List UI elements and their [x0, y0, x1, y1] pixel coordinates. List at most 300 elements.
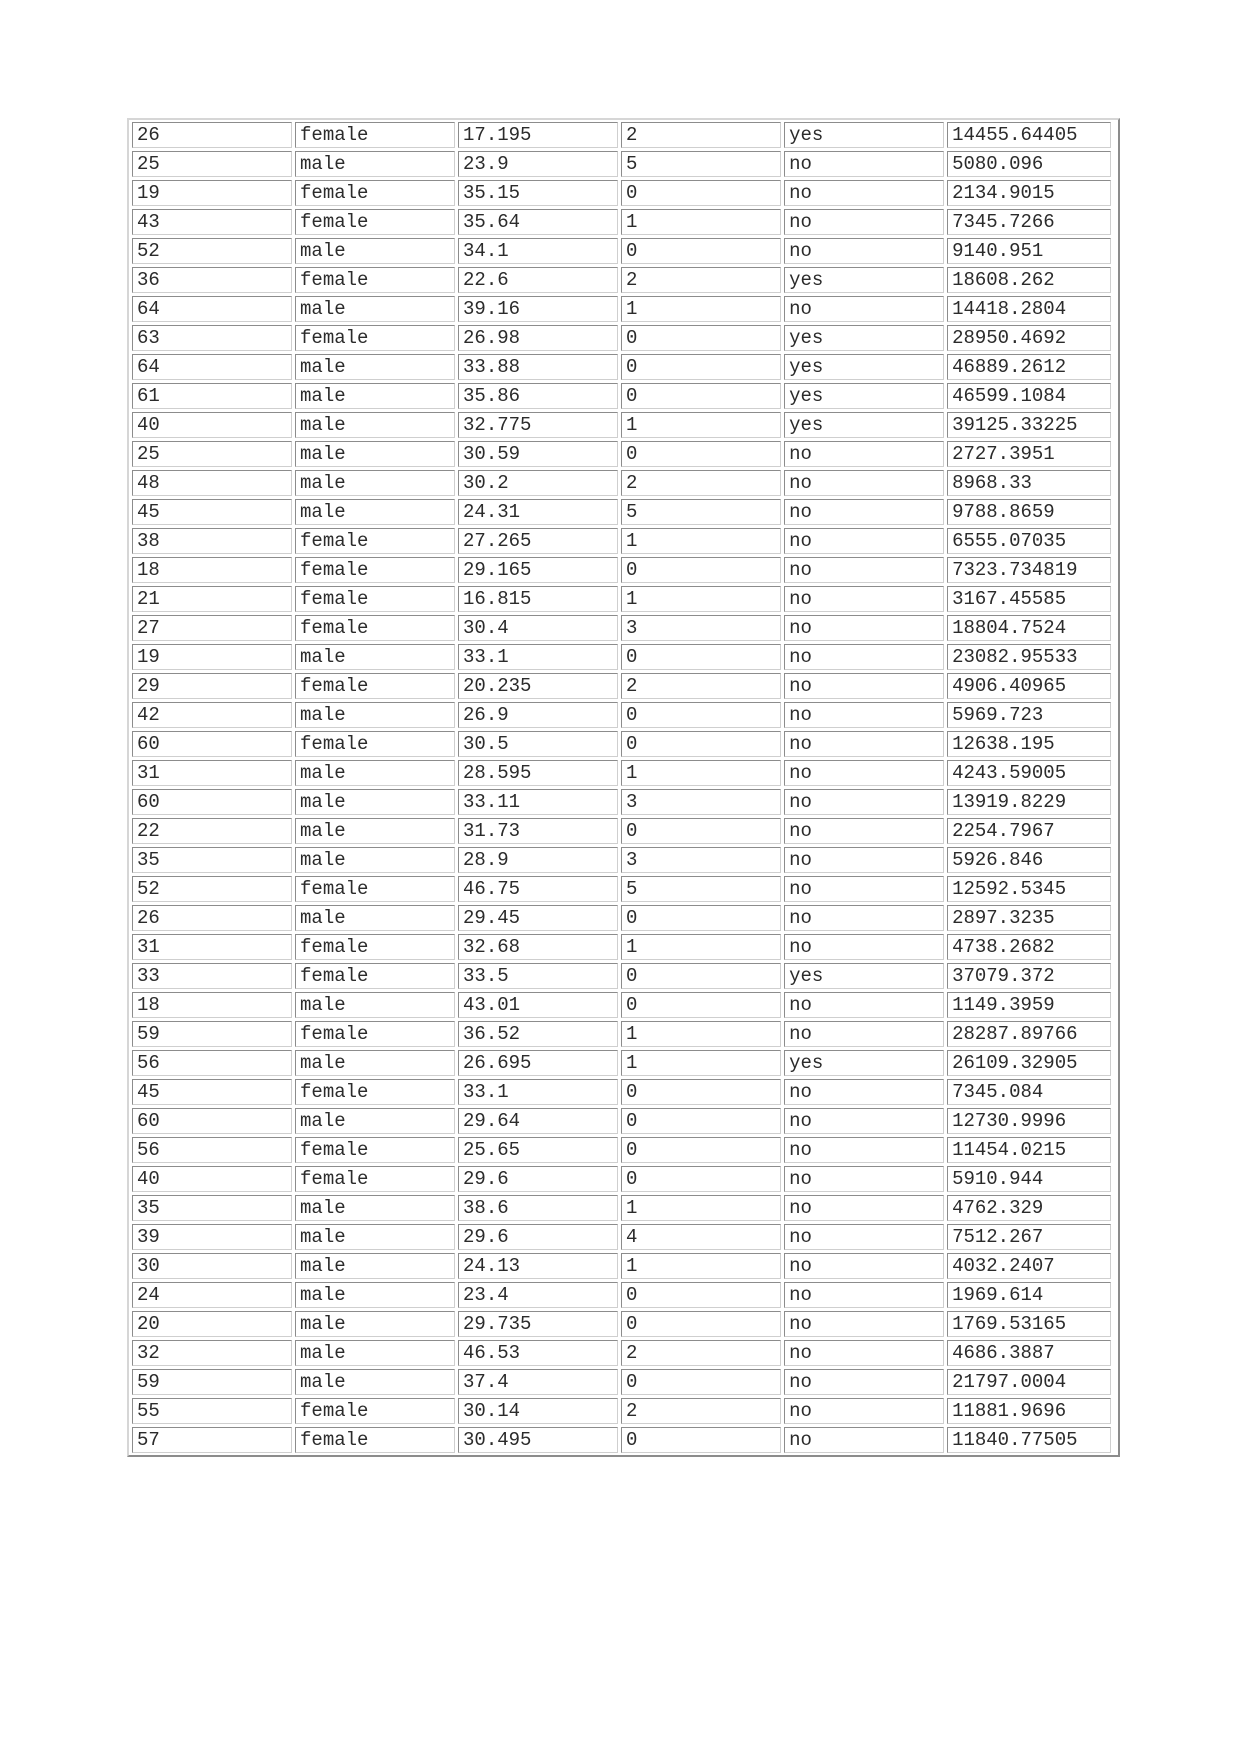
smoker-cell: no — [784, 934, 944, 960]
charges-cell: 5080.096 — [947, 151, 1111, 177]
table-row — [132, 1050, 1111, 1076]
sex-cell: male — [295, 1282, 455, 1308]
bmi-cell: 30.14 — [458, 1398, 618, 1424]
table-row — [132, 1369, 1111, 1395]
charges-cell: 5926.846 — [947, 847, 1111, 873]
table-row — [132, 731, 1111, 757]
sex-cell: female — [295, 876, 455, 902]
charges-cell: 6555.07035 — [947, 528, 1111, 554]
bmi-cell: 16.815 — [458, 586, 618, 612]
age-cell: 18 — [132, 557, 292, 583]
age-cell: 40 — [132, 412, 292, 438]
sex-cell: male — [295, 1369, 455, 1395]
charges-cell: 12638.195 — [947, 731, 1111, 757]
age-cell: 64 — [132, 296, 292, 322]
age-cell: 57 — [132, 1427, 292, 1453]
children-cell: 0 — [621, 1079, 781, 1105]
children-cell: 1 — [621, 209, 781, 235]
table-row — [132, 1340, 1111, 1366]
smoker-cell: yes — [784, 383, 944, 409]
table-row — [132, 1137, 1111, 1163]
age-cell: 52 — [132, 876, 292, 902]
smoker-cell: no — [784, 789, 944, 815]
smoker-cell: no — [784, 209, 944, 235]
table-row — [132, 296, 1111, 322]
children-cell: 5 — [621, 151, 781, 177]
sex-cell: female — [295, 209, 455, 235]
sex-cell: male — [295, 847, 455, 873]
age-cell: 45 — [132, 499, 292, 525]
sex-cell: male — [295, 441, 455, 467]
smoker-cell: yes — [784, 122, 944, 148]
age-cell: 31 — [132, 934, 292, 960]
age-cell: 25 — [132, 441, 292, 467]
charges-cell: 46889.2612 — [947, 354, 1111, 380]
age-cell: 39 — [132, 1224, 292, 1250]
table-row — [132, 1311, 1111, 1337]
smoker-cell: no — [784, 731, 944, 757]
children-cell: 0 — [621, 383, 781, 409]
charges-cell: 12592.5345 — [947, 876, 1111, 902]
sex-cell: female — [295, 586, 455, 612]
age-cell: 42 — [132, 702, 292, 728]
bmi-cell: 46.53 — [458, 1340, 618, 1366]
bmi-cell: 23.9 — [458, 151, 618, 177]
age-cell: 56 — [132, 1050, 292, 1076]
children-cell: 1 — [621, 412, 781, 438]
charges-cell: 7323.734819 — [947, 557, 1111, 583]
charges-cell: 7512.267 — [947, 1224, 1111, 1250]
bmi-cell: 29.6 — [458, 1166, 618, 1192]
age-cell: 45 — [132, 1079, 292, 1105]
children-cell: 0 — [621, 992, 781, 1018]
charges-cell: 39125.33225 — [947, 412, 1111, 438]
sex-cell: male — [295, 499, 455, 525]
smoker-cell: no — [784, 1166, 944, 1192]
sex-cell: female — [295, 557, 455, 583]
smoker-cell: no — [784, 151, 944, 177]
age-cell: 56 — [132, 1137, 292, 1163]
children-cell: 4 — [621, 1224, 781, 1250]
bmi-cell: 20.235 — [458, 673, 618, 699]
charges-cell: 5910.944 — [947, 1166, 1111, 1192]
table-row — [132, 905, 1111, 931]
bmi-cell: 30.4 — [458, 615, 618, 641]
table-row — [132, 673, 1111, 699]
charges-cell: 3167.45585 — [947, 586, 1111, 612]
smoker-cell: no — [784, 1021, 944, 1047]
children-cell: 0 — [621, 557, 781, 583]
table-row — [132, 644, 1111, 670]
age-cell: 35 — [132, 1195, 292, 1221]
children-cell: 1 — [621, 1021, 781, 1047]
smoker-cell: no — [784, 238, 944, 264]
sex-cell: female — [295, 1137, 455, 1163]
children-cell: 1 — [621, 528, 781, 554]
age-cell: 60 — [132, 731, 292, 757]
bmi-cell: 35.15 — [458, 180, 618, 206]
bmi-cell: 25.65 — [458, 1137, 618, 1163]
children-cell: 1 — [621, 1253, 781, 1279]
children-cell: 0 — [621, 1311, 781, 1337]
sex-cell: male — [295, 354, 455, 380]
sex-cell: female — [295, 1427, 455, 1453]
sex-cell: male — [295, 1311, 455, 1337]
children-cell: 0 — [621, 644, 781, 670]
sex-cell: female — [295, 267, 455, 293]
bmi-cell: 33.5 — [458, 963, 618, 989]
charges-cell: 4686.3887 — [947, 1340, 1111, 1366]
age-cell: 26 — [132, 122, 292, 148]
age-cell: 64 — [132, 354, 292, 380]
charges-cell: 11840.77505 — [947, 1427, 1111, 1453]
smoker-cell: no — [784, 702, 944, 728]
age-cell: 33 — [132, 963, 292, 989]
children-cell: 0 — [621, 1427, 781, 1453]
charges-cell: 23082.95533 — [947, 644, 1111, 670]
table-body — [132, 122, 1111, 1453]
smoker-cell: no — [784, 1137, 944, 1163]
bmi-cell: 30.59 — [458, 441, 618, 467]
data-table-frame — [127, 118, 1120, 1457]
bmi-cell: 28.9 — [458, 847, 618, 873]
children-cell: 0 — [621, 1282, 781, 1308]
charges-cell: 11454.0215 — [947, 1137, 1111, 1163]
sex-cell: male — [295, 905, 455, 931]
bmi-cell: 43.01 — [458, 992, 618, 1018]
children-cell: 1 — [621, 760, 781, 786]
smoker-cell: no — [784, 1108, 944, 1134]
charges-cell: 9140.951 — [947, 238, 1111, 264]
sex-cell: male — [295, 1050, 455, 1076]
charges-cell: 5969.723 — [947, 702, 1111, 728]
sex-cell: male — [295, 238, 455, 264]
charges-cell: 46599.1084 — [947, 383, 1111, 409]
age-cell: 25 — [132, 151, 292, 177]
bmi-cell: 28.595 — [458, 760, 618, 786]
children-cell: 1 — [621, 934, 781, 960]
charges-cell: 12730.9996 — [947, 1108, 1111, 1134]
charges-cell: 7345.7266 — [947, 209, 1111, 235]
sex-cell: male — [295, 1108, 455, 1134]
charges-cell: 14418.2804 — [947, 296, 1111, 322]
table-row — [132, 470, 1111, 496]
table-row — [132, 412, 1111, 438]
table-row — [132, 760, 1111, 786]
bmi-cell: 36.52 — [458, 1021, 618, 1047]
table-row — [132, 992, 1111, 1018]
age-cell: 52 — [132, 238, 292, 264]
table-row — [132, 267, 1111, 293]
sex-cell: female — [295, 615, 455, 641]
age-cell: 43 — [132, 209, 292, 235]
bmi-cell: 23.4 — [458, 1282, 618, 1308]
children-cell: 1 — [621, 1195, 781, 1221]
charges-cell: 2727.3951 — [947, 441, 1111, 467]
smoker-cell: no — [784, 905, 944, 931]
age-cell: 31 — [132, 760, 292, 786]
bmi-cell: 22.6 — [458, 267, 618, 293]
sex-cell: male — [295, 702, 455, 728]
table-row — [132, 1282, 1111, 1308]
smoker-cell: yes — [784, 325, 944, 351]
bmi-cell: 38.6 — [458, 1195, 618, 1221]
charges-cell: 2134.9015 — [947, 180, 1111, 206]
age-cell: 32 — [132, 1340, 292, 1366]
smoker-cell: no — [784, 586, 944, 612]
children-cell: 1 — [621, 296, 781, 322]
table-row — [132, 209, 1111, 235]
children-cell: 0 — [621, 441, 781, 467]
sex-cell: male — [295, 760, 455, 786]
charges-cell: 1969.614 — [947, 1282, 1111, 1308]
table-row — [132, 847, 1111, 873]
table-row — [132, 180, 1111, 206]
smoker-cell: no — [784, 615, 944, 641]
age-cell: 24 — [132, 1282, 292, 1308]
charges-cell: 9788.8659 — [947, 499, 1111, 525]
smoker-cell: no — [784, 876, 944, 902]
bmi-cell: 33.88 — [458, 354, 618, 380]
smoker-cell: no — [784, 847, 944, 873]
charges-cell: 28950.4692 — [947, 325, 1111, 351]
bmi-cell: 34.1 — [458, 238, 618, 264]
age-cell: 21 — [132, 586, 292, 612]
smoker-cell: no — [784, 673, 944, 699]
age-cell: 59 — [132, 1021, 292, 1047]
children-cell: 2 — [621, 267, 781, 293]
children-cell: 0 — [621, 702, 781, 728]
children-cell: 3 — [621, 847, 781, 873]
smoker-cell: no — [784, 992, 944, 1018]
children-cell: 0 — [621, 354, 781, 380]
bmi-cell: 35.86 — [458, 383, 618, 409]
smoker-cell: no — [784, 1079, 944, 1105]
sex-cell: female — [295, 180, 455, 206]
children-cell: 0 — [621, 1137, 781, 1163]
age-cell: 48 — [132, 470, 292, 496]
bmi-cell: 24.31 — [458, 499, 618, 525]
smoker-cell: no — [784, 1253, 944, 1279]
smoker-cell: no — [784, 296, 944, 322]
age-cell: 55 — [132, 1398, 292, 1424]
age-cell: 40 — [132, 1166, 292, 1192]
table-row — [132, 586, 1111, 612]
sex-cell: female — [295, 673, 455, 699]
bmi-cell: 33.1 — [458, 644, 618, 670]
bmi-cell: 29.735 — [458, 1311, 618, 1337]
children-cell: 0 — [621, 325, 781, 351]
sex-cell: male — [295, 412, 455, 438]
smoker-cell: yes — [784, 412, 944, 438]
age-cell: 30 — [132, 1253, 292, 1279]
children-cell: 5 — [621, 876, 781, 902]
charges-cell: 4906.40965 — [947, 673, 1111, 699]
bmi-cell: 29.165 — [458, 557, 618, 583]
age-cell: 38 — [132, 528, 292, 554]
sex-cell: female — [295, 963, 455, 989]
bmi-cell: 33.1 — [458, 1079, 618, 1105]
sex-cell: female — [295, 122, 455, 148]
smoker-cell: no — [784, 818, 944, 844]
children-cell: 0 — [621, 963, 781, 989]
table-row — [132, 499, 1111, 525]
children-cell: 0 — [621, 1166, 781, 1192]
table-row — [132, 1108, 1111, 1134]
bmi-cell: 26.98 — [458, 325, 618, 351]
children-cell: 0 — [621, 818, 781, 844]
children-cell: 1 — [621, 1050, 781, 1076]
smoker-cell: no — [784, 1224, 944, 1250]
charges-cell: 21797.0004 — [947, 1369, 1111, 1395]
table-row — [132, 1021, 1111, 1047]
children-cell: 3 — [621, 789, 781, 815]
bmi-cell: 27.265 — [458, 528, 618, 554]
table-row — [132, 151, 1111, 177]
children-cell: 1 — [621, 586, 781, 612]
smoker-cell: no — [784, 180, 944, 206]
age-cell: 35 — [132, 847, 292, 873]
bmi-cell: 39.16 — [458, 296, 618, 322]
sex-cell: male — [295, 789, 455, 815]
charges-cell: 28287.89766 — [947, 1021, 1111, 1047]
table-row — [132, 702, 1111, 728]
table-row — [132, 122, 1111, 148]
bmi-cell: 30.5 — [458, 731, 618, 757]
charges-cell: 4032.2407 — [947, 1253, 1111, 1279]
smoker-cell: no — [784, 1427, 944, 1453]
smoker-cell: no — [784, 528, 944, 554]
table-row — [132, 1398, 1111, 1424]
smoker-cell: no — [784, 1311, 944, 1337]
children-cell: 2 — [621, 470, 781, 496]
bmi-cell: 29.45 — [458, 905, 618, 931]
smoker-cell: no — [784, 441, 944, 467]
smoker-cell: no — [784, 1369, 944, 1395]
children-cell: 3 — [621, 615, 781, 641]
charges-cell: 8968.33 — [947, 470, 1111, 496]
bmi-cell: 33.11 — [458, 789, 618, 815]
age-cell: 29 — [132, 673, 292, 699]
sex-cell: female — [295, 1079, 455, 1105]
table-row — [132, 789, 1111, 815]
charges-cell: 2254.7967 — [947, 818, 1111, 844]
smoker-cell: yes — [784, 354, 944, 380]
table-row — [132, 963, 1111, 989]
charges-cell: 14455.64405 — [947, 122, 1111, 148]
bmi-cell: 37.4 — [458, 1369, 618, 1395]
data-table — [129, 119, 1114, 1456]
bmi-cell: 26.9 — [458, 702, 618, 728]
bmi-cell: 24.13 — [458, 1253, 618, 1279]
sex-cell: female — [295, 1021, 455, 1047]
bmi-cell: 35.64 — [458, 209, 618, 235]
charges-cell: 2897.3235 — [947, 905, 1111, 931]
age-cell: 20 — [132, 1311, 292, 1337]
sex-cell: male — [295, 644, 455, 670]
table-row — [132, 818, 1111, 844]
charges-cell: 4243.59005 — [947, 760, 1111, 786]
bmi-cell: 32.68 — [458, 934, 618, 960]
bmi-cell: 32.775 — [458, 412, 618, 438]
table-row — [132, 325, 1111, 351]
children-cell: 2 — [621, 1398, 781, 1424]
bmi-cell: 17.195 — [458, 122, 618, 148]
children-cell: 2 — [621, 122, 781, 148]
children-cell: 5 — [621, 499, 781, 525]
table-row — [132, 441, 1111, 467]
smoker-cell: no — [784, 470, 944, 496]
sex-cell: female — [295, 528, 455, 554]
table-row — [132, 615, 1111, 641]
table-row — [132, 1253, 1111, 1279]
charges-cell: 1149.3959 — [947, 992, 1111, 1018]
children-cell: 2 — [621, 1340, 781, 1366]
bmi-cell: 31.73 — [458, 818, 618, 844]
age-cell: 59 — [132, 1369, 292, 1395]
sex-cell: male — [295, 1253, 455, 1279]
children-cell: 2 — [621, 673, 781, 699]
table-row — [132, 1195, 1111, 1221]
smoker-cell: no — [784, 1398, 944, 1424]
children-cell: 0 — [621, 1108, 781, 1134]
table-row — [132, 557, 1111, 583]
bmi-cell: 30.2 — [458, 470, 618, 496]
sex-cell: male — [295, 818, 455, 844]
age-cell: 18 — [132, 992, 292, 1018]
charges-cell: 7345.084 — [947, 1079, 1111, 1105]
sex-cell: female — [295, 325, 455, 351]
smoker-cell: no — [784, 760, 944, 786]
sex-cell: male — [295, 1224, 455, 1250]
age-cell: 22 — [132, 818, 292, 844]
sex-cell: male — [295, 296, 455, 322]
charges-cell: 18804.7524 — [947, 615, 1111, 641]
table-row — [132, 1166, 1111, 1192]
bmi-cell: 30.495 — [458, 1427, 618, 1453]
age-cell: 27 — [132, 615, 292, 641]
sex-cell: male — [295, 1340, 455, 1366]
sex-cell: male — [295, 470, 455, 496]
smoker-cell: no — [784, 1340, 944, 1366]
charges-cell: 37079.372 — [947, 963, 1111, 989]
bmi-cell: 29.6 — [458, 1224, 618, 1250]
age-cell: 26 — [132, 905, 292, 931]
charges-cell: 26109.32905 — [947, 1050, 1111, 1076]
table-row — [132, 528, 1111, 554]
smoker-cell: no — [784, 644, 944, 670]
sex-cell: female — [295, 731, 455, 757]
charges-cell: 4762.329 — [947, 1195, 1111, 1221]
sex-cell: female — [295, 1398, 455, 1424]
age-cell: 61 — [132, 383, 292, 409]
children-cell: 0 — [621, 1369, 781, 1395]
age-cell: 60 — [132, 789, 292, 815]
table-row — [132, 1427, 1111, 1453]
sex-cell: male — [295, 1195, 455, 1221]
smoker-cell: yes — [784, 1050, 944, 1076]
table-row — [132, 876, 1111, 902]
age-cell: 63 — [132, 325, 292, 351]
table-row — [132, 383, 1111, 409]
sex-cell: male — [295, 992, 455, 1018]
smoker-cell: no — [784, 499, 944, 525]
smoker-cell: yes — [784, 267, 944, 293]
sex-cell: female — [295, 934, 455, 960]
smoker-cell: no — [784, 1282, 944, 1308]
table-row — [132, 934, 1111, 960]
bmi-cell: 46.75 — [458, 876, 618, 902]
